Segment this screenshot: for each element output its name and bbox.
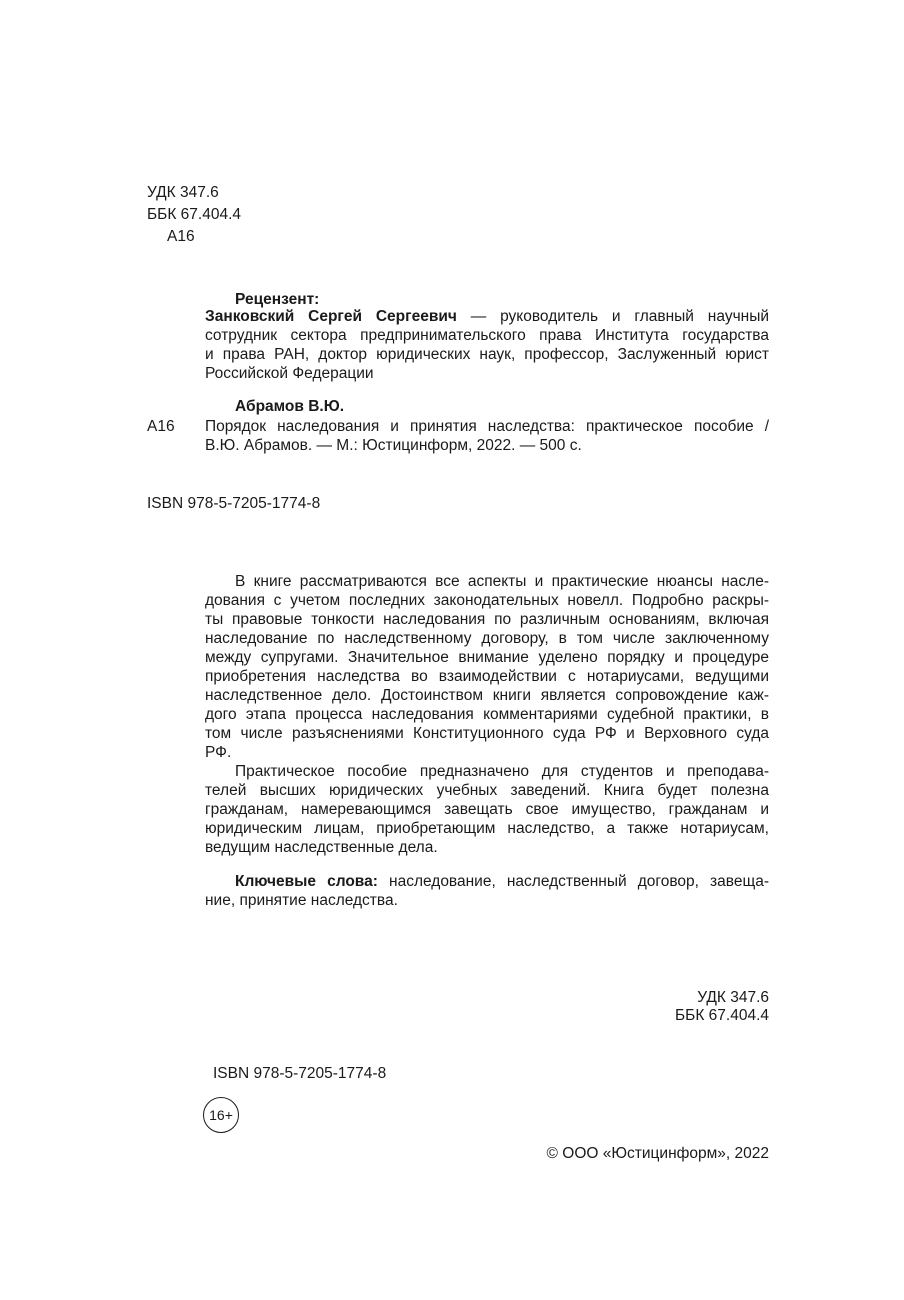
reviewer-line-2: сотрудник сектора предпринимательского права Института государства <box>205 327 769 344</box>
bib-sign: А16 <box>147 418 175 435</box>
isbn-bottom: ISBN 978-5-7205-1774-8 <box>213 1065 387 1082</box>
abstract-p1-line: наследование по наследственному договору, в том числе заключенному <box>205 630 769 647</box>
abstract <box>205 572 769 857</box>
abstract-p1-line: между супругами. Значительное внимание уделено порядку и процедуре <box>205 649 769 666</box>
bib-author: Абрамов В.Ю. <box>235 398 345 415</box>
keywords-line-2: ние, принятие наследства. <box>205 892 398 909</box>
abstract-p2-line: Практическое пособие предназначено для студентов и преподава- <box>235 763 769 780</box>
reviewer-block <box>205 307 769 383</box>
age-rating-text: 16+ <box>209 1106 233 1123</box>
reviewer-line-3: и права РАН, доктор юридических наук, профессор, Заслуженный юрист <box>205 346 769 363</box>
reviewer-line-4: Российской Федерации <box>205 365 374 382</box>
abstract-p2-line: ведущим наследственные дела. <box>205 839 438 856</box>
reviewer-line-1-rest: — руководитель и главный научный <box>456 308 770 325</box>
abstract-p2-line: юридическим лицам, приобретающим наследство, а также нотариусам, <box>205 820 769 837</box>
copyright: © ООО «Юстицинформ», 2022 <box>546 1145 769 1162</box>
bib-description <box>205 417 769 455</box>
keywords-label: Ключевые слова: <box>235 873 378 890</box>
abstract-p1-line: РФ. <box>205 744 232 761</box>
author-sign: А16 <box>167 228 195 245</box>
udk-code-bottom: УДК 347.6 <box>697 989 769 1006</box>
keywords-line-1 <box>205 872 769 891</box>
abstract-p1-line: дого этапа процесса наследования комментариями судебной практики, в <box>205 706 769 723</box>
abstract-p1-line: том числе разъяснениями Конституционного суда РФ и Верховного суда <box>205 725 769 742</box>
abstract-p2-line: гражданам, намеревающимся завещать свое имущество, гражданам и <box>205 801 769 818</box>
abstract-p1-line: наследственное дело. Достоинством книги является сопровождение каж- <box>205 687 769 704</box>
abstract-p2-line: телей высших юридических учебных заведений. Книга будет полезна <box>205 782 769 799</box>
abstract-p1-line: дования с учетом последних законодательных новелл. Подробно раскры- <box>205 592 769 609</box>
abstract-p1-line: В книге рассматриваются все аспекты и практические нюансы насле- <box>235 573 769 590</box>
udk-code: УДК 347.6 <box>147 184 219 201</box>
keywords <box>205 872 769 910</box>
age-rating-badge <box>203 1097 239 1133</box>
keywords-line-1-rest: наследование, наследственный договор, завеща- <box>377 873 769 890</box>
bbk-code: ББК 67.404.4 <box>147 206 242 223</box>
bbk-code-bottom: ББК 67.404.4 <box>674 1007 769 1024</box>
reviewer-line-1 <box>205 307 769 326</box>
abstract-p1-line: приобретения наследства во взаимодействии с нотариусами, ведущими <box>205 668 769 685</box>
reviewer-heading: Рецензент: <box>235 291 320 308</box>
bib-line-2: В.Ю. Абрамов. — М.: Юстицинформ, 2022. — 500 с. <box>205 437 582 454</box>
abstract-p1-line: ты правовые тонкости наследования по различным основаниям, включая <box>205 611 769 628</box>
bib-line-1: Порядок наследования и принятия наследства: практическое пособие / <box>205 418 769 435</box>
reviewer-name: Занковский Сергей Сергеевич <box>205 308 457 325</box>
isbn-top: ISBN 978-5-7205-1774-8 <box>147 495 321 512</box>
